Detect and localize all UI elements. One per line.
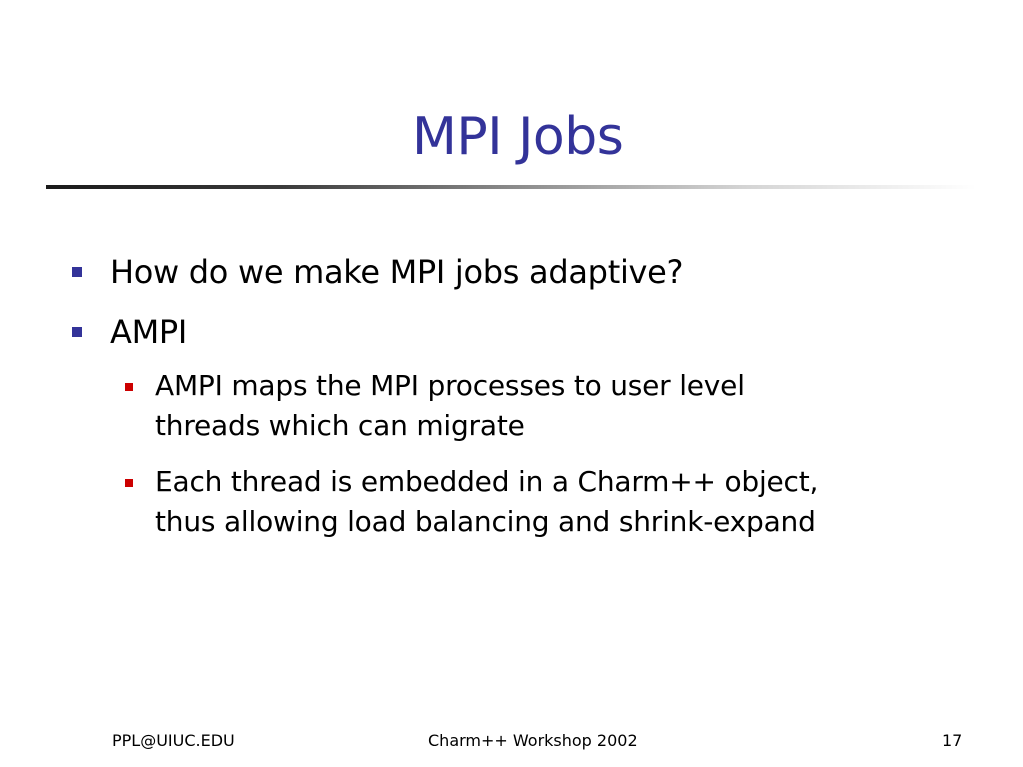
slide-number: 17	[942, 731, 963, 750]
footer-left-text: PPL@UIUC.EDU	[112, 731, 235, 750]
square-bullet-icon	[125, 479, 133, 487]
square-bullet-icon	[72, 327, 82, 337]
sub-bullet-line: thus allowing load balancing and shrink-expand	[155, 505, 816, 538]
bullet-text: AMPI	[110, 313, 188, 351]
square-bullet-icon	[125, 383, 133, 391]
sub-bullet-text	[155, 366, 955, 446]
bullet-text: How do we make MPI jobs adaptive?	[110, 253, 684, 291]
slide-title: MPI Jobs	[412, 107, 624, 167]
sub-bullet-line: threads which can migrate	[155, 409, 525, 442]
sub-bullet-text	[155, 462, 955, 542]
sub-bullet-line: AMPI maps the MPI processes to user level	[155, 369, 745, 402]
sub-bullet-line: Each thread is embedded in a Charm++ object,	[155, 465, 819, 498]
footer-center-text: Charm++ Workshop 2002	[428, 731, 638, 750]
square-bullet-icon	[72, 267, 82, 277]
